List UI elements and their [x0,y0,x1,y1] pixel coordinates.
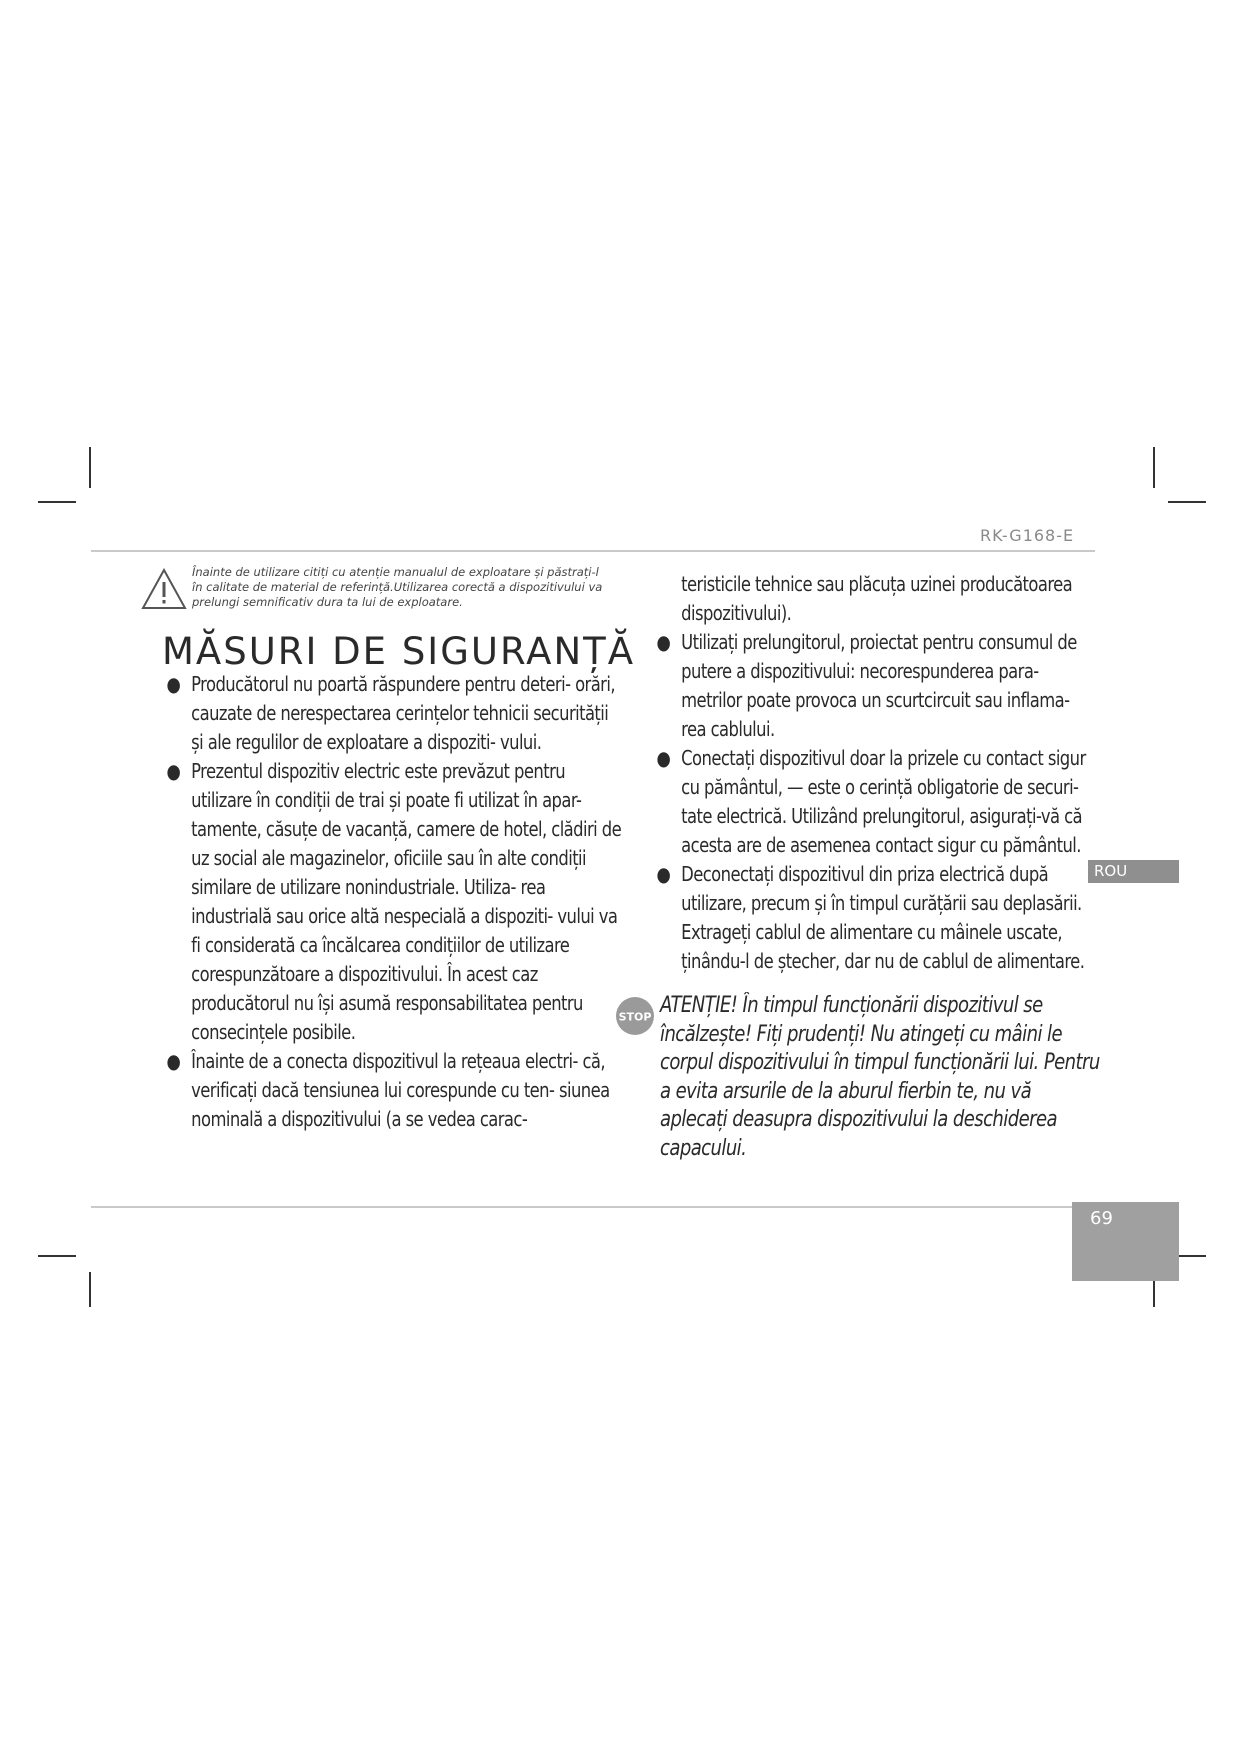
bullet-icon: ● [656,630,671,654]
right-column [650,570,1089,976]
header-rule [91,550,1095,552]
warning-triangle-icon [141,568,187,610]
page-title: MĂSURI DE SIGURANȚĂ [162,630,636,673]
crop-mark-bottom-left-horizontal [38,1255,76,1257]
bullet-icon: ● [166,759,181,783]
list-item [160,1047,623,1134]
crop-mark-top-right-vertical [1153,447,1155,488]
crop-mark-top-left-vertical [89,447,91,488]
list-item-text: Înainte de a conecta dispozitivul la rețeaua electri- că, verificați dacă tensiunea lui corespunde cu ten- siunea nominală a dispozitivului (a se vedea carac- [191,1049,610,1131]
model-number: RK-G168-E [980,526,1075,545]
bullet-icon: ● [166,672,181,696]
list-item-text: Utilizați prelungitorul, proiectat pentru consumul de putere a dispozitivului: necorespunderea para- metrilor poate provoca un scurtcircuit sau inflama- rea cablului. [681,630,1077,741]
list-item [650,860,1089,976]
list-item-text: Producătorul nu poartă răspundere pentru deteri- orări, cauzate de nerespectarea cerințelor tehnicii securității și ale regulilor de exploatare a dispoziti- vului. [191,672,615,754]
bullet-icon: ● [656,862,671,886]
attention-warning: ATENȚIE! În timpul funcționării dispozitivul se încălzește! Fiți prudenți! Nu atingeți cu mâini le corpul dispozitivului în timpul funcționării lui. Pentru a evita arsurile de la aburul fierbin te, nu vă aplecați deasupra dispozitivului la deschiderea capacului. [660,993,1100,1161]
list-item [650,628,1089,744]
crop-mark-top-left-horizontal [38,501,76,503]
safety-list-right [650,628,1089,976]
crop-mark-bottom-left-vertical [89,1272,91,1307]
continued-text: teristicile tehnice sau plăcuța uzinei producătoarea dispozitivului). [681,572,1073,625]
stop-label: STOP [618,1010,652,1024]
bullet-icon: ● [656,746,671,770]
intro-note: Înainte de utilizare citiți cu atenție manualul de exploatare și păstrați-l în calitate de material de referință.Utilizarea corectă a dispozitivului va prelungi semnificativ dura ta lui de exploatare. [192,565,603,609]
list-item-text: Conectați dispozitivul doar la prizele cu contact sigur cu pământul, — este o cerință obligatorie de securi- tate electrică. Utilizând prelungitorul, asigurați-vă că acesta are de asemenea contact sigur cu pământul. [681,746,1086,857]
list-item [160,670,623,757]
crop-mark-top-right-horizontal [1168,501,1206,503]
bullet-icon: ● [166,1049,181,1073]
left-column [160,670,623,1134]
footer-rule [91,1206,1072,1208]
list-item [650,744,1089,860]
page-number: 69 [1072,1202,1179,1281]
list-item-text: Deconectați dispozitivul din priza electrică după utilizare, precum și în timpul curățării sau deplasării. Extrageți cablul de alimentare cu mâinele uscate, ținându-l de ștecher, dar nu de cablul de alimentare. [681,862,1085,973]
stop-sign-icon [615,996,655,1036]
language-tab: ROU [1088,860,1179,883]
list-item-text: Prezentul dispozitiv electric este prevăzut pentru utilizare în condiții de trai și poate fi utilizat în apar- tamente, căsuțe de vacanță, camere de hotel, clădiri de uz social ale magazinelor, oficiile sau în alte condiții similare de utilizare nonindustriale. Utiliza- rea industrială sau orice altă nespecială a dispoziti- vului va fi considerată ca încălcarea condițiilor de utilizare corespunzătoare a dispozitivului. În acest caz producătorul nu își asumă responsabilitatea pentru consecințele posibile. [191,759,622,1044]
list-item [160,757,623,1047]
safety-list-left [160,670,623,1134]
